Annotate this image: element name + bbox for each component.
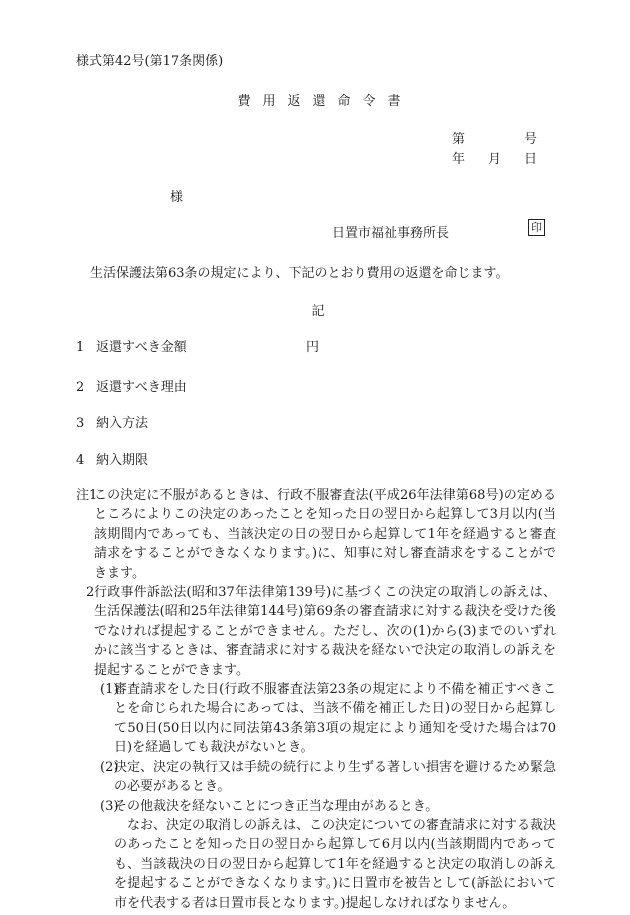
note-2-final-paragraph: なお、決定の取消しの訴えは、この決定についての審査請求に対する裁決のあったことを知った日の翌日から起算して6月以内(当該期間内であっても、当該裁決の日の翌日から起算して1年を経過すると決定の取消しの訴えを提起することができなくなります。)に日置市を被告として(訴訟において市を代表する者は日置市長となります。)提起しなければなりません。 (114, 817, 556, 911)
note-1-text: この決定に不服があるときは、行政不服審査法(平成26年法律第68号)の定めるところによりこの決定のあったことを知った日の翌日から起算して3月以内(当該期間内であっても、当該決定の日の翌日から起算して1年を経過すると審査請求をすることができなくなります。)に、知事に対し審査請求をすることができます。 (94, 488, 556, 581)
seal-mark: 印 (528, 219, 545, 236)
ki-heading: 記 (311, 304, 325, 319)
note-2-text: 行政事件訴訟法(昭和37年法律第139号)に基づくこの決定の取消しの訴えは、生活保護法(昭和25年法律第144号)第69条の審査請求に対する裁決を受けた後でなければ提起することができません。ただし、次の(1)から(3)までのいずれかに該当するときは、審査請求に対する裁決を経ないで決定の取消しの訴えを提起することができます。 (94, 585, 556, 678)
number-prefix: 第 (452, 132, 466, 147)
item-number: 4 (76, 453, 85, 468)
date-line (452, 148, 538, 167)
number-suffix: 号 (524, 132, 538, 147)
amount-unit: 円 (306, 340, 320, 355)
sub-1-label: (1) (100, 682, 119, 698)
item-number: 3 (76, 416, 85, 431)
note-2-sub-1 (76, 680, 556, 758)
form-number: 様式第42号(第17条関係) (76, 54, 224, 69)
note-2-sub-3 (76, 797, 556, 816)
intro-text: 生活保護法第63条の規定により、下記のとおり費用の返還を命じます。 (90, 266, 509, 281)
item-label: 納入期限 (96, 453, 149, 468)
item-label: 返還すべき理由 (96, 380, 187, 395)
sub-3-label: (3) (100, 798, 119, 814)
date-month: 月 (488, 152, 502, 167)
item-refund-reason (76, 376, 187, 395)
document-title: 費用返還命令書 (237, 94, 413, 109)
item-label: 返還すべき金額 (96, 340, 187, 355)
sub-1-text: 審査請求をした日(行政不服審査法第23条の規定により不備を補正すべきことを命じられた場合にあっては、当該不備を補正した日)の翌日から起算して50日(50日以内に同法第43条第3項の規定により通知を受けた場合は70日)を経過しても裁決がないとき。 (114, 682, 556, 756)
addressee-suffix: 様 (170, 190, 184, 205)
item-number: 1 (76, 340, 85, 355)
issuer-name: 日置市福祉事務所長 (332, 226, 450, 241)
document-number-line (452, 128, 538, 147)
item-payment-method (76, 412, 148, 431)
note-1-label: 注1 (76, 488, 98, 503)
note-1 (76, 486, 556, 583)
note-2-sub-2 (76, 758, 556, 797)
item-number: 2 (76, 380, 85, 395)
note-2 (76, 583, 556, 680)
sub-3-text: その他裁決を経ないことにつき正当な理由があるとき。 (114, 798, 439, 814)
note-2-label: 2 (86, 585, 95, 601)
item-refund-amount (76, 336, 187, 355)
item-payment-deadline (76, 449, 148, 468)
notes-section (76, 486, 556, 913)
date-year: 年 (452, 152, 466, 167)
date-day: 日 (524, 152, 538, 167)
sub-2-text: 決定、決定の執行又は手続の続行により生ずる著しい損害を避けるため緊急の必要があるとき。 (114, 759, 557, 795)
item-label: 納入方法 (96, 416, 149, 431)
sub-2-label: (2) (100, 759, 119, 775)
